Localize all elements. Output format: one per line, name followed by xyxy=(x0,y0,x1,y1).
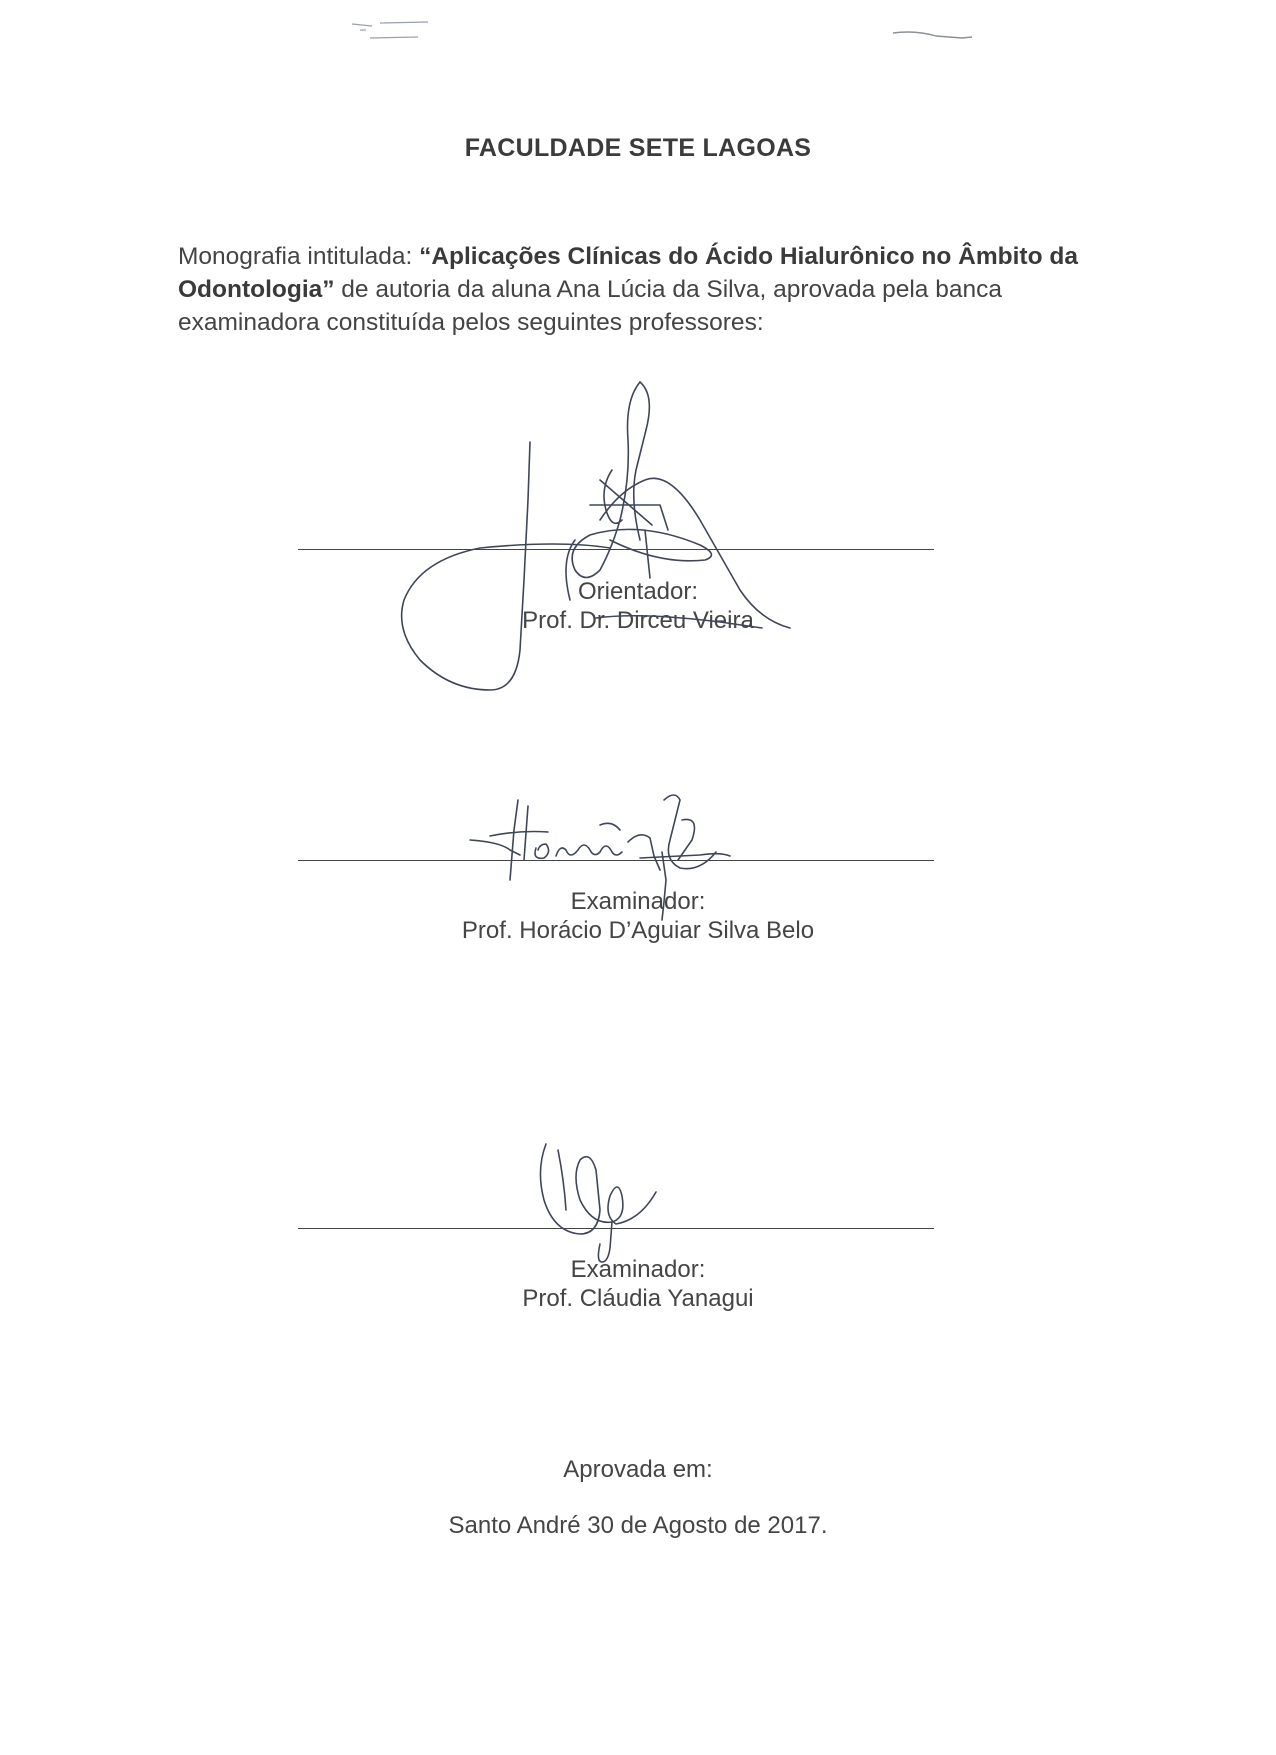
signer-role: Examinador: xyxy=(570,1256,706,1283)
signature-line xyxy=(298,549,934,550)
monograph-title: “Aplicações Clínicas do Ácido Hialurônico no Âmbito da Odontologia” xyxy=(178,243,1078,303)
signature-line xyxy=(298,1228,934,1229)
statement-suffix: de autoria da aluna Ana Lúcia da Silva, aprovada pela banca examinadora constituída pelos seguintes professores: xyxy=(178,276,1002,336)
signer-role: Examinador: xyxy=(570,888,706,915)
signer-name: Prof. Cláudia Yanagui xyxy=(522,1285,754,1312)
examiner2-signature xyxy=(540,1144,656,1262)
signer-role: Orientador: xyxy=(577,578,699,605)
monograph-statement xyxy=(178,240,1078,339)
statement-prefix: Monografia intitulada: xyxy=(178,243,420,270)
advisor-signature xyxy=(402,382,790,690)
institution-name: FACULDADE SETE LAGOAS xyxy=(464,134,812,162)
approval-label: Aprovada em: xyxy=(563,1456,713,1483)
signer-name: Prof. Dr. Dirceu Vieira xyxy=(522,607,754,634)
signature-line xyxy=(298,860,934,861)
signer-name: Prof. Horácio D’Aguiar Silva Belo xyxy=(461,917,815,944)
approval-date: Santo André 30 de Agosto de 2017. xyxy=(448,1512,828,1539)
